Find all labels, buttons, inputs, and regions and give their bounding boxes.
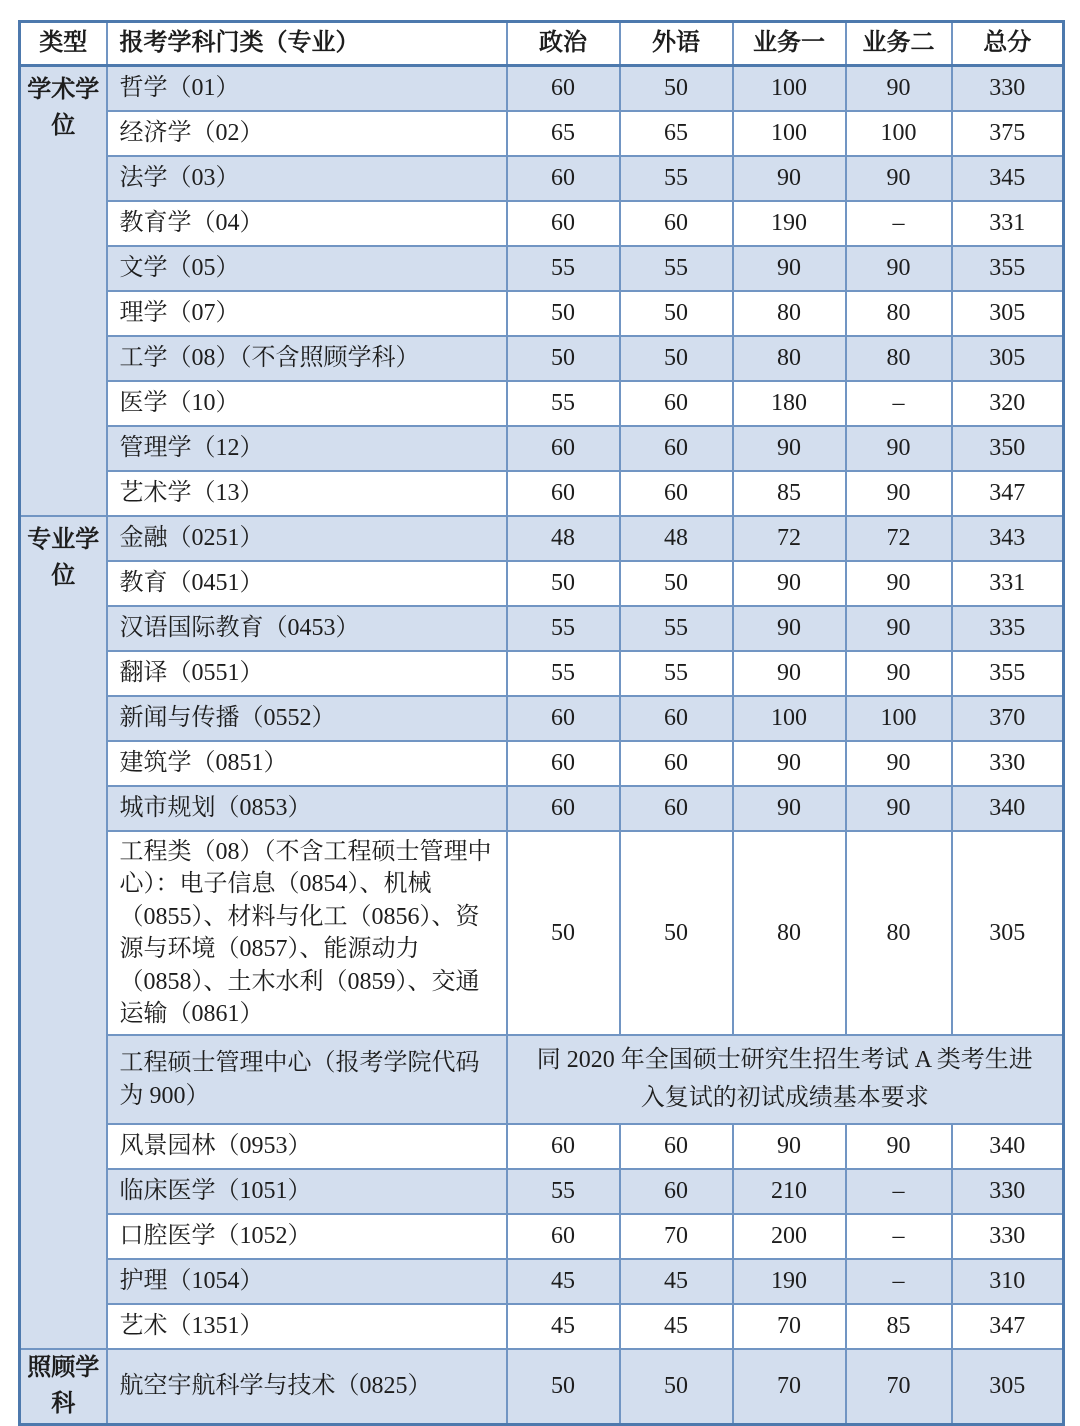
score-cell: 60 xyxy=(620,741,733,786)
header-major: 报考学科门类（专业） xyxy=(107,22,507,66)
score-cell: 55 xyxy=(507,246,620,291)
score-cell: – xyxy=(846,201,952,246)
score-cell: 50 xyxy=(620,1349,733,1425)
score-cell: 45 xyxy=(620,1304,733,1349)
table-body xyxy=(20,66,1064,1425)
major-cell: 城市规划（0853） xyxy=(107,786,507,831)
table-row xyxy=(20,696,1064,741)
major-cell: 医学（10） xyxy=(107,381,507,426)
score-cell: – xyxy=(846,1169,952,1214)
score-cell: 60 xyxy=(507,1214,620,1259)
score-cell: 60 xyxy=(507,471,620,516)
score-cell: 330 xyxy=(952,1169,1064,1214)
major-cell: 文学（05） xyxy=(107,246,507,291)
table-row xyxy=(20,1124,1064,1169)
score-cell: 70 xyxy=(733,1304,846,1349)
score-cell: 80 xyxy=(846,291,952,336)
score-cell: 65 xyxy=(620,111,733,156)
score-cell: 340 xyxy=(952,1124,1064,1169)
type-group-cell: 学术学位 xyxy=(20,66,107,517)
score-cell: 60 xyxy=(507,741,620,786)
table-row xyxy=(20,516,1064,561)
table-row xyxy=(20,606,1064,651)
score-cell: 60 xyxy=(507,66,620,112)
score-cell: 90 xyxy=(733,246,846,291)
table-row xyxy=(20,111,1064,156)
score-cell: 90 xyxy=(733,786,846,831)
score-cell: 347 xyxy=(952,471,1064,516)
major-cell: 建筑学（0851） xyxy=(107,741,507,786)
score-cell: 45 xyxy=(620,1259,733,1304)
score-cell: 60 xyxy=(620,201,733,246)
major-cell: 护理（1054） xyxy=(107,1259,507,1304)
score-cell: 60 xyxy=(620,426,733,471)
score-cell: 50 xyxy=(507,1349,620,1425)
score-cell: 90 xyxy=(846,156,952,201)
table-row xyxy=(20,651,1064,696)
table-row xyxy=(20,1349,1064,1425)
table-row xyxy=(20,1035,1064,1123)
score-cell: 335 xyxy=(952,606,1064,651)
score-cell: 90 xyxy=(846,246,952,291)
table-row xyxy=(20,381,1064,426)
score-cell: 55 xyxy=(620,246,733,291)
score-cell: 347 xyxy=(952,1304,1064,1349)
score-cell: 200 xyxy=(733,1214,846,1259)
score-cell: 345 xyxy=(952,156,1064,201)
score-cell: 343 xyxy=(952,516,1064,561)
header-politics: 政治 xyxy=(507,22,620,66)
table-row xyxy=(20,1214,1064,1259)
score-cell: 60 xyxy=(620,696,733,741)
score-cell: 100 xyxy=(846,111,952,156)
major-cell: 教育（0451） xyxy=(107,561,507,606)
score-cell: 50 xyxy=(620,561,733,606)
major-cell: 经济学（02） xyxy=(107,111,507,156)
score-cell: 50 xyxy=(507,561,620,606)
score-cell: 210 xyxy=(733,1169,846,1214)
score-cell: – xyxy=(846,1214,952,1259)
score-cell: 65 xyxy=(507,111,620,156)
score-cell: 90 xyxy=(733,156,846,201)
score-cell: 100 xyxy=(733,111,846,156)
score-cell: 350 xyxy=(952,426,1064,471)
score-cell: 55 xyxy=(507,1169,620,1214)
score-cell: 90 xyxy=(733,651,846,696)
score-cell: 60 xyxy=(620,381,733,426)
score-cell: 80 xyxy=(846,336,952,381)
type-group-cell: 照顾学科 xyxy=(20,1349,107,1425)
major-cell: 汉语国际教育（0453） xyxy=(107,606,507,651)
score-cell: 60 xyxy=(620,471,733,516)
score-cell: 305 xyxy=(952,1349,1064,1425)
major-cell: 新闻与传播（0552） xyxy=(107,696,507,741)
score-cell: 72 xyxy=(846,516,952,561)
score-cell: 70 xyxy=(733,1349,846,1425)
score-cell: 90 xyxy=(733,1124,846,1169)
table-row xyxy=(20,1304,1064,1349)
score-table xyxy=(18,20,1065,1426)
score-cell: 90 xyxy=(733,426,846,471)
score-cell: 100 xyxy=(846,696,952,741)
table-header xyxy=(20,22,1064,66)
table-row xyxy=(20,336,1064,381)
table-row xyxy=(20,66,1064,112)
score-cell: 90 xyxy=(846,651,952,696)
score-cell: 100 xyxy=(733,66,846,112)
header-row xyxy=(20,22,1064,66)
score-cell: 60 xyxy=(507,696,620,741)
score-cell: 190 xyxy=(733,1259,846,1304)
score-cell: 340 xyxy=(952,786,1064,831)
score-cell: 80 xyxy=(846,831,952,1035)
score-cell: 50 xyxy=(620,336,733,381)
score-cell: 305 xyxy=(952,291,1064,336)
score-cell: 60 xyxy=(620,786,733,831)
major-cell: 风景园林（0953） xyxy=(107,1124,507,1169)
major-cell: 工学（08）（不含照顾学科） xyxy=(107,336,507,381)
score-cell: 90 xyxy=(846,606,952,651)
score-cell: 90 xyxy=(846,66,952,112)
score-cell: 50 xyxy=(507,831,620,1035)
score-cell: 80 xyxy=(733,831,846,1035)
score-cell: 355 xyxy=(952,246,1064,291)
score-cell: 90 xyxy=(733,606,846,651)
score-cell: 50 xyxy=(507,291,620,336)
table-row xyxy=(20,1169,1064,1214)
score-cell: 60 xyxy=(507,1124,620,1169)
score-cell: 70 xyxy=(620,1214,733,1259)
score-cell: 305 xyxy=(952,336,1064,381)
table-row xyxy=(20,156,1064,201)
score-cell: 310 xyxy=(952,1259,1064,1304)
score-cell: 50 xyxy=(507,336,620,381)
score-cell: 45 xyxy=(507,1259,620,1304)
major-cell: 哲学（01） xyxy=(107,66,507,112)
score-cell: 90 xyxy=(733,561,846,606)
score-cell: 330 xyxy=(952,1214,1064,1259)
score-cell: 80 xyxy=(733,336,846,381)
header-type: 类型 xyxy=(20,22,107,66)
score-cell: 330 xyxy=(952,66,1064,112)
merged-note-cell: 同 2020 年全国硕士研究生招生考试 A 类考生进入复试的初试成绩基本要求 xyxy=(507,1035,1064,1123)
table-row xyxy=(20,426,1064,471)
header-foreign-language: 外语 xyxy=(620,22,733,66)
score-cell: 355 xyxy=(952,651,1064,696)
score-cell: 60 xyxy=(507,426,620,471)
score-cell: 55 xyxy=(620,156,733,201)
score-cell: 50 xyxy=(620,291,733,336)
score-cell: 90 xyxy=(846,561,952,606)
major-cell: 管理学（12） xyxy=(107,426,507,471)
score-cell: 90 xyxy=(846,786,952,831)
score-cell: 60 xyxy=(620,1124,733,1169)
score-cell: 55 xyxy=(507,651,620,696)
score-cell: 90 xyxy=(733,741,846,786)
score-cell: 305 xyxy=(952,831,1064,1035)
score-cell: 60 xyxy=(507,156,620,201)
major-cell: 航空宇航科学与技术（0825） xyxy=(107,1349,507,1425)
score-cell: – xyxy=(846,1259,952,1304)
score-table-container xyxy=(18,20,1065,1426)
score-cell: 331 xyxy=(952,201,1064,246)
major-cell: 艺术学（13） xyxy=(107,471,507,516)
major-cell: 艺术（1351） xyxy=(107,1304,507,1349)
score-cell: 180 xyxy=(733,381,846,426)
major-cell: 工程类（08）（不含工程硕士管理中心）：电子信息（0854）、机械（0855）、材料与化工（0856）、资源与环境（0857）、能源动力（0858）、土木水利（0859）、交通运输（0861） xyxy=(107,831,507,1035)
score-cell: 90 xyxy=(846,471,952,516)
score-cell: 90 xyxy=(846,1124,952,1169)
score-cell: 48 xyxy=(620,516,733,561)
score-cell: 72 xyxy=(733,516,846,561)
type-group-cell: 专业学位 xyxy=(20,516,107,1349)
score-cell: 55 xyxy=(620,606,733,651)
major-cell: 工程硕士管理中心（报考学院代码为 900） xyxy=(107,1035,507,1123)
major-cell: 口腔医学（1052） xyxy=(107,1214,507,1259)
table-row xyxy=(20,246,1064,291)
table-row xyxy=(20,201,1064,246)
score-cell: 190 xyxy=(733,201,846,246)
score-cell: 55 xyxy=(507,381,620,426)
major-cell: 理学（07） xyxy=(107,291,507,336)
header-total: 总分 xyxy=(952,22,1064,66)
table-row xyxy=(20,831,1064,1035)
score-cell: 370 xyxy=(952,696,1064,741)
score-cell: 60 xyxy=(620,1169,733,1214)
score-cell: 90 xyxy=(846,426,952,471)
score-cell: 48 xyxy=(507,516,620,561)
score-cell: 60 xyxy=(507,201,620,246)
score-cell: – xyxy=(846,381,952,426)
score-cell: 331 xyxy=(952,561,1064,606)
header-subject-two: 业务二 xyxy=(846,22,952,66)
table-row xyxy=(20,561,1064,606)
score-cell: 55 xyxy=(620,651,733,696)
score-cell: 70 xyxy=(846,1349,952,1425)
score-cell: 90 xyxy=(846,741,952,786)
score-cell: 50 xyxy=(620,66,733,112)
score-cell: 60 xyxy=(507,786,620,831)
major-cell: 法学（03） xyxy=(107,156,507,201)
score-cell: 50 xyxy=(620,831,733,1035)
major-cell: 临床医学（1051） xyxy=(107,1169,507,1214)
score-cell: 85 xyxy=(733,471,846,516)
score-cell: 375 xyxy=(952,111,1064,156)
score-cell: 80 xyxy=(733,291,846,336)
score-cell: 330 xyxy=(952,741,1064,786)
header-subject-one: 业务一 xyxy=(733,22,846,66)
table-row xyxy=(20,741,1064,786)
score-cell: 100 xyxy=(733,696,846,741)
score-cell: 85 xyxy=(846,1304,952,1349)
table-row xyxy=(20,291,1064,336)
table-row xyxy=(20,471,1064,516)
major-cell: 翻译（0551） xyxy=(107,651,507,696)
score-cell: 55 xyxy=(507,606,620,651)
score-cell: 320 xyxy=(952,381,1064,426)
major-cell: 金融（0251） xyxy=(107,516,507,561)
major-cell: 教育学（04） xyxy=(107,201,507,246)
score-cell: 45 xyxy=(507,1304,620,1349)
table-row xyxy=(20,786,1064,831)
table-row xyxy=(20,1259,1064,1304)
